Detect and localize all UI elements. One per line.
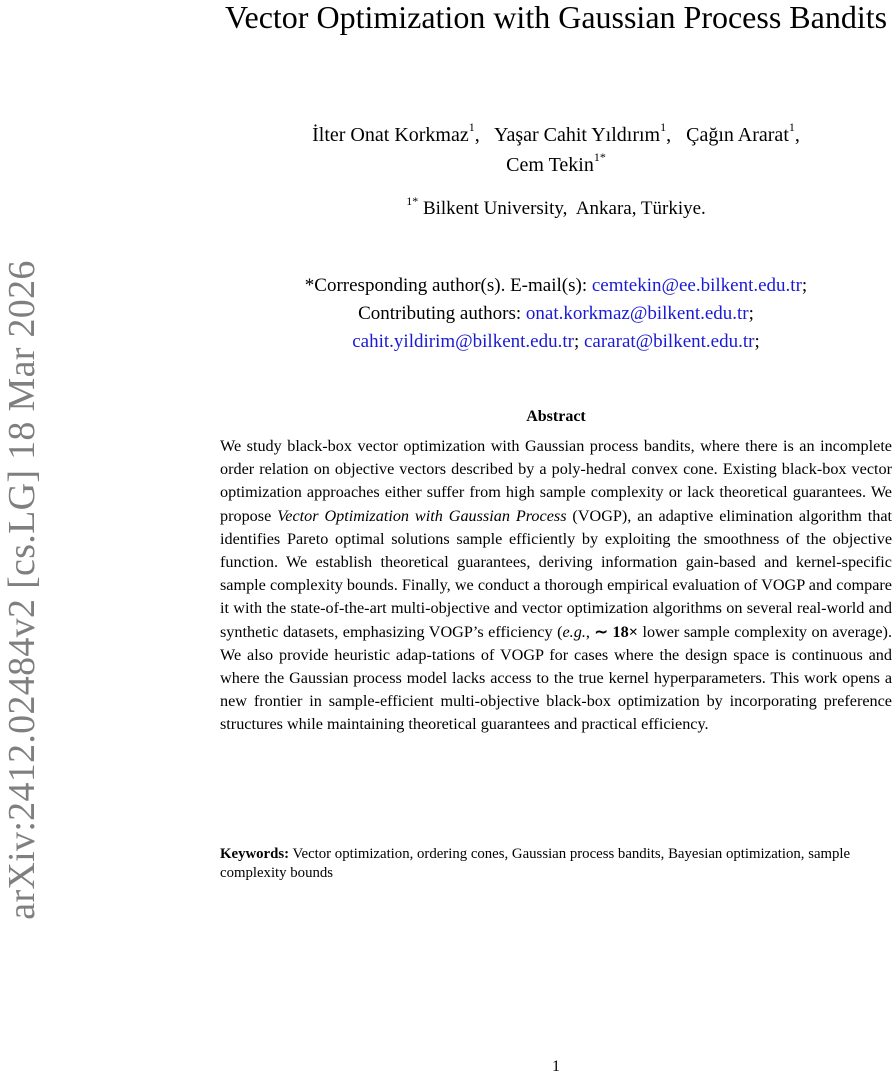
paper-title: Vector Optimization with Gaussian Process Bandits [224,0,888,35]
author-name: İlter Onat Korkmaz [312,124,469,146]
author-list [220,120,892,180]
affiliation-text: Bilkent University, Ankara, Türkiye. [422,198,706,219]
abstract-text: We study black-box vector optimization with Gaussian process bandits, where there is an incomplete order relation on objective vectors described by a poly-hedral convex cone. Existing black-box vector optimization approaches either suffer from high sample complexity or lack theoretical guarantees. We propose [220,437,892,525]
abstract-text: , [585,622,595,641]
author-name: Çağın Ararat [686,124,789,146]
contributor-email-link[interactable]: cahit.yildirim@bilkent.edu.tr [352,331,574,352]
abstract-text: lower sample complexity on average). We also provide heuristic adap-tations of VOGP for cases where the design space is continuous and where the Gaussian process model lacks access to the true kernel hyperparameters. This work opens a new frontier in sample-efficient multi-objective black-box optimization by incorporating preference structures while maintaining theoretical guarantees and practical efficiency. [220,622,892,734]
author-affil-mark: 1* [593,150,606,165]
speedup-bold: ∼ 18× [594,622,638,641]
author-separator: , [794,124,800,146]
affiliation [220,193,892,222]
page-number: 1 [552,1058,560,1075]
author-affil-mark: 1 [468,120,475,135]
keywords-label: Keywords: [220,846,290,862]
contributor-email-link[interactable]: onat.korkmaz@bilkent.edu.tr [525,303,749,324]
abstract-heading: Abstract [526,408,586,425]
author-affil-mark: 1 [788,120,795,135]
contributor-email-link[interactable]: cararat@bilkent.edu.tr [583,331,755,352]
arxiv-identifier: arXiv:2412.02484v2 [cs.LG] 18 Mar 2026 [1,260,43,920]
author-name: Yaşar Cahit Yıldırım [494,124,661,146]
abstract-body [220,435,892,737]
contributing-label: Contributing authors: [358,303,526,324]
author-affil-mark: 1 [660,120,667,135]
author-separator: , [666,124,682,146]
arxiv-side-stamp [0,0,44,1076]
keywords [220,845,892,883]
correspondence-block: *Corresponding author(s). E-mail(s): cemtekin@ee.bilkent.edu.tr; Contributing authors: onat.korkmaz@bilkent.edu.tr; cahit.yildirim@bilkent.edu.tr; cararat@bilkent.edu.tr; [304,275,808,352]
keywords-text: Vector optimization, ordering cones, Gaussian process bandits, Bayesian optimization, sample complexity bounds [220,846,851,881]
abstract-text: (VOGP), an adaptive elimination algorithm that identifies Pareto optimal solutions sample efficiently by exploiting the smoothness of the objective function. We establish theoretical guarantees, deriving information gain-based and kernel-specific sample complexity bounds. Finally, we conduct a thorough empirical evaluation of VOGP and compare it with the state-of-the-art multi-objective and vector optimization algorithms on several real-world and synthetic datasets, emphasizing VOGP’s efficiency ( [220,506,893,641]
affiliation-mark: 1* [406,193,419,208]
corresponding-label: *Corresponding author(s). E-mail(s): [304,275,592,296]
method-name-italic: Vector Optimization with Gaussian Process [277,506,567,525]
author-name: Cem Tekin [506,154,594,176]
author-separator: , [474,124,490,146]
eg-italic: e.g. [562,622,586,641]
corresponding-email-link[interactable]: cemtekin@ee.bilkent.edu.tr [591,275,802,296]
